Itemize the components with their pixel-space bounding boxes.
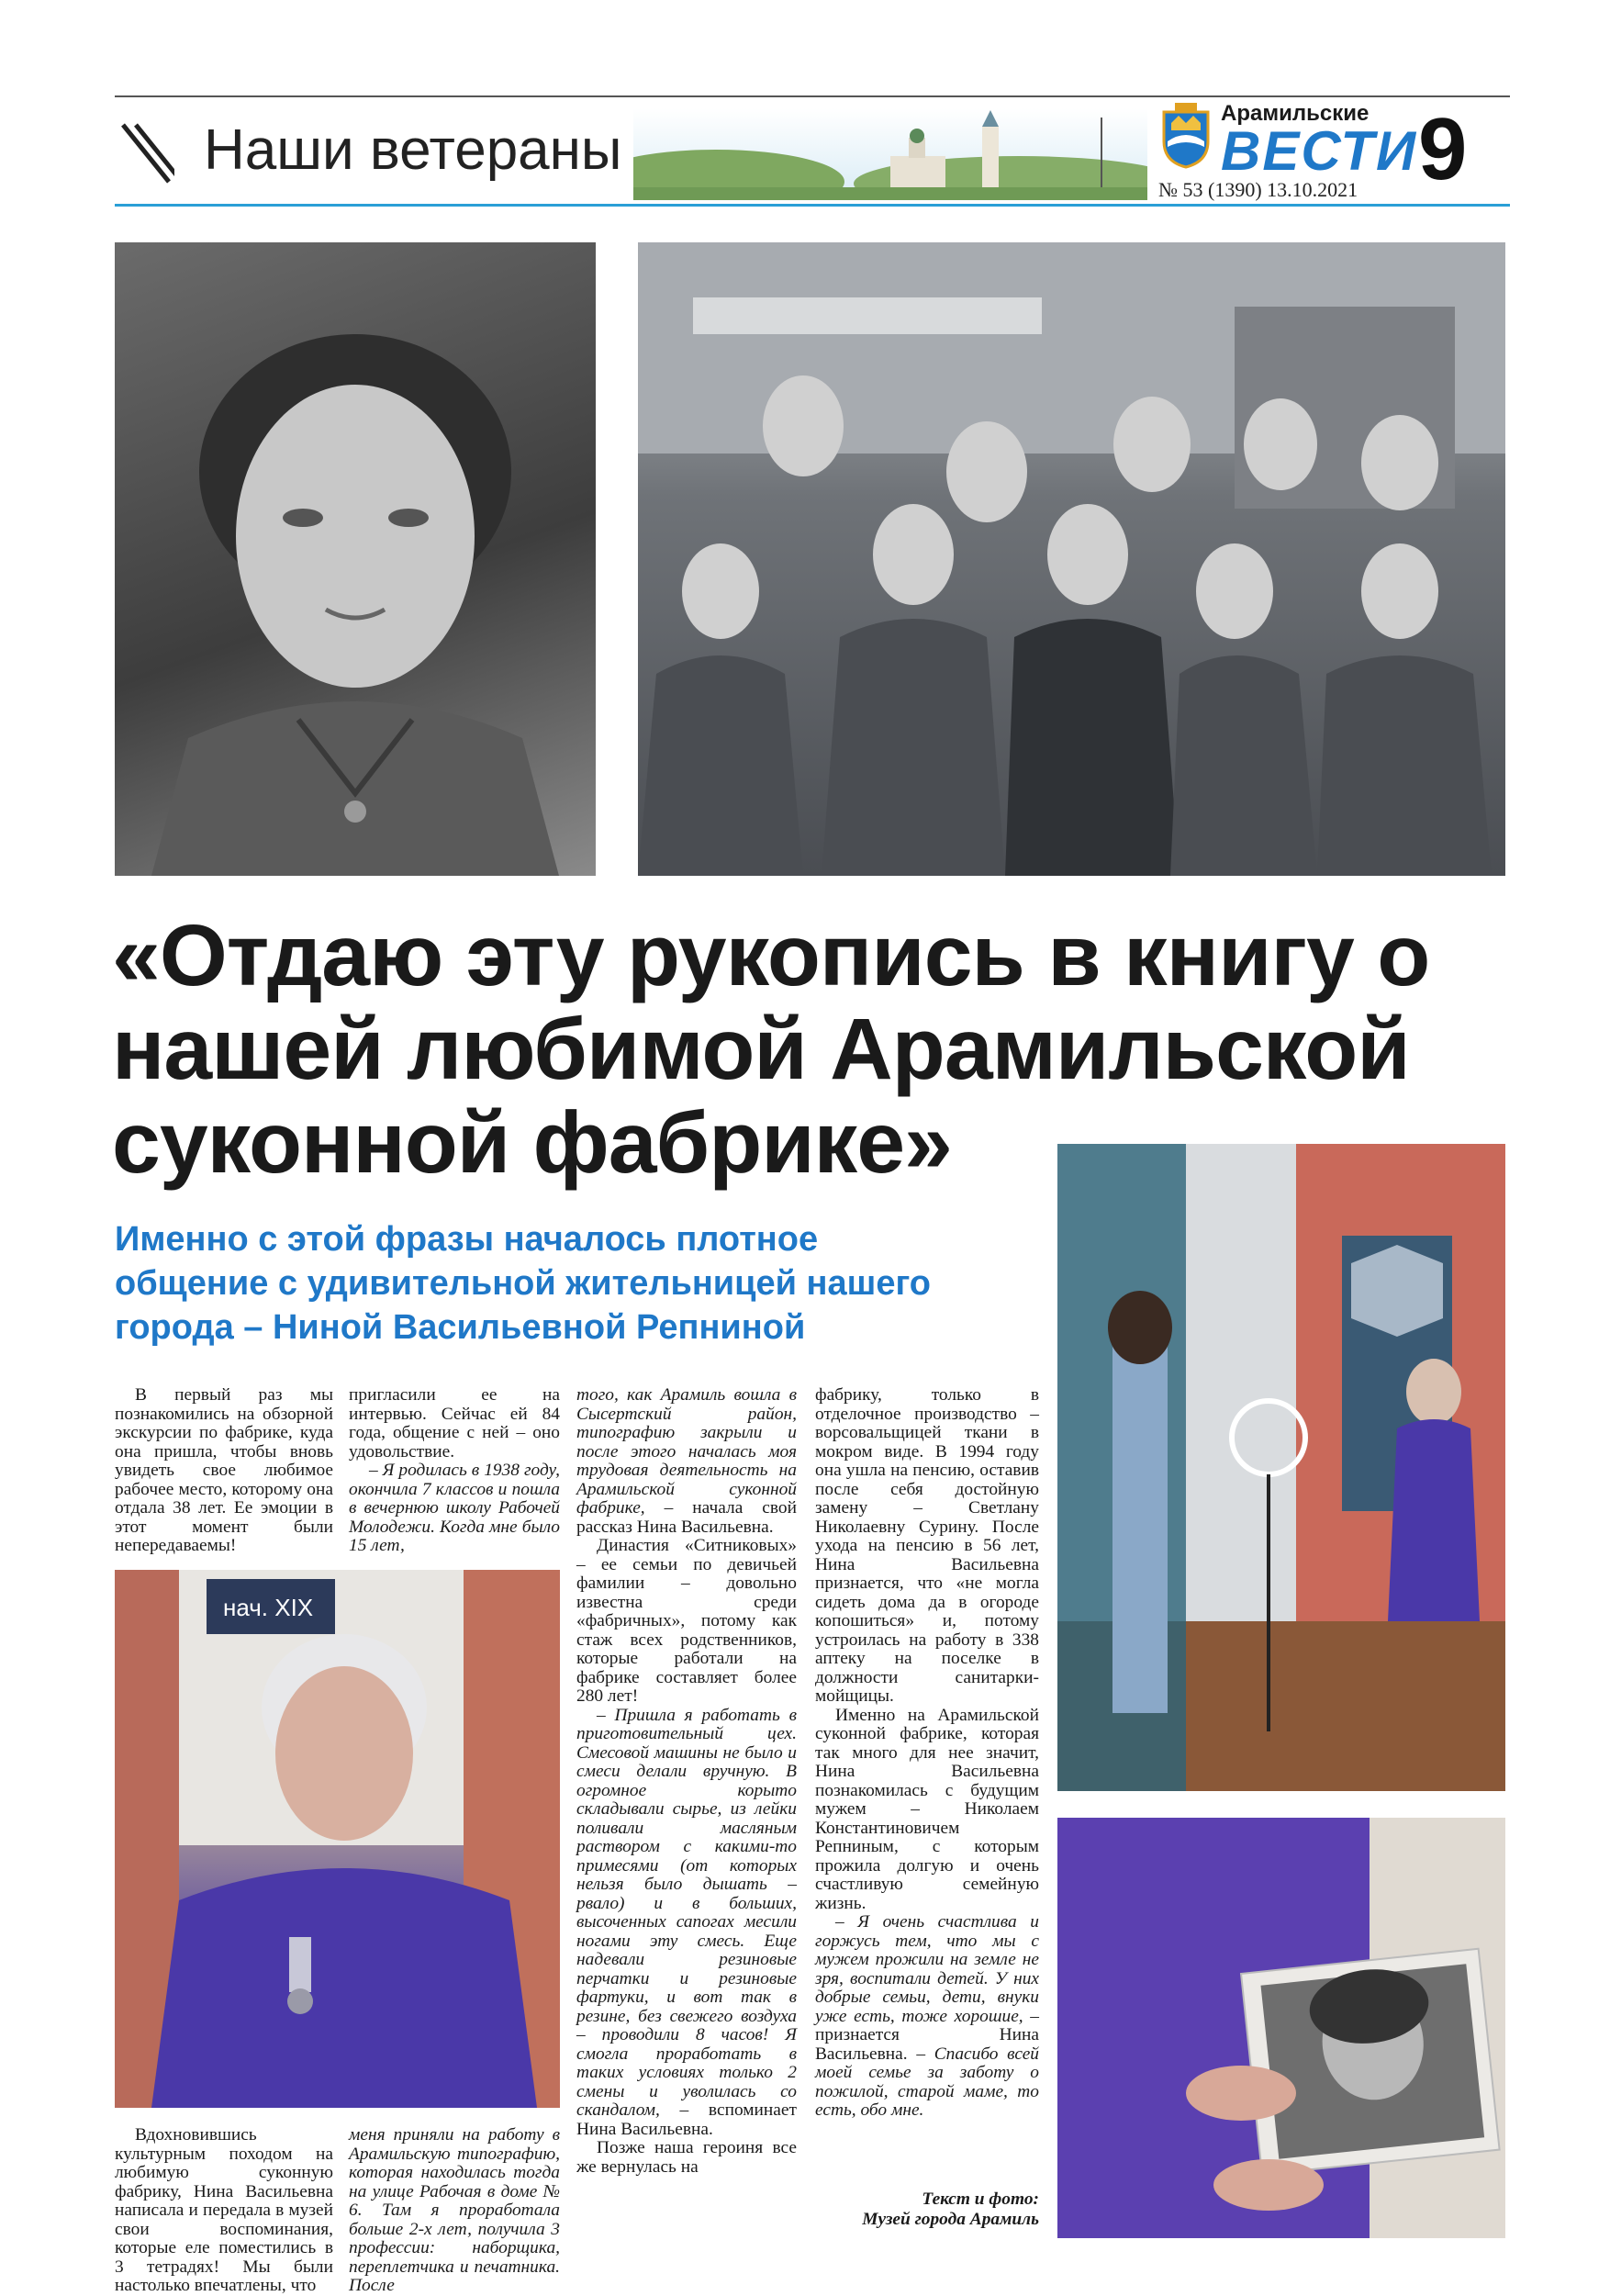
column-1-bottom [115,2126,333,2296]
attribution-text: – начала свой рассказ Нина Васильевна. [576,1498,797,1537]
headline-line-1: «Отдаю эту рукопись в книгу о [112,907,1430,1004]
headline-line-2: нашей любимой Арамильской [112,1001,1410,1098]
rubric-slashes-icon [119,121,174,185]
column-2-top [349,1386,560,1556]
masthead-small: Арамильские [1221,101,1370,126]
veteran-museum-photo [115,1570,560,2108]
paragraph: Позже наша героиня все же вернулась на [576,2138,797,2177]
page-number: 9 [1418,100,1468,198]
lead-line-1: Именно с этой фразы началось плотное [115,1220,819,1259]
group-photo [638,242,1505,876]
credit-line-1: Текст и фото: [922,2190,1039,2209]
headline-line-3: суконной фабрике» [112,1094,952,1192]
quote-text: того, как Арамиль вошла в Сысертский район, типографию закрыли и после этого началась моя трудовая деятельность на Арамильской суконной фабрике, [576,1385,797,1518]
quote-paragraph: меня приняли на работу в Арамильскую типографию, которая находилась тогда на улице Рабочая в доме № 6. Там я проработала больше 2-х лет, получила 3 профессии: наборщика, переплетчика и печатника. После [349,2125,560,2295]
hands-holding-photo [1057,1818,1505,2238]
paragraph: Династия «Ситниковых» – ее семьи по девичьей фамилии – довольно известна среди «фабричных», потому как стаж всех родственников, которые работали на фабрике составляет более 280 лет! [576,1536,797,1706]
column-2-bottom [349,2126,560,2296]
credit-line-2: Музей города Арамиль [862,2210,1039,2229]
lead-line-2: общение с удивительной жительницей нашего [115,1264,931,1303]
article-lead [115,1217,1042,1350]
header-banner-image [633,108,1147,200]
quote-text: – Пришла я работать в приготовительный цех. Смесовой машины не было и смеси делали вручную. В огромное корыто складывали сырье, из лейки поливали масляным раствором с какими-то примесями (от которых нельзя было дышать – рвало) и в больших, высоченных сапогах месили ногами эту смесь. Еще надевали резиновые перчатки и резиновые фартуки, и вот так в резине, без свежего воздуха – проводили 8 часов! Я смогла проработать в таких условиях только 2 смены и уволилась со скандалом, [576,1705,797,2120]
paragraph: Вдохновившись культурным походом на любимую суконную фабрику, Нина Васильевна написала и передала в музей свои воспоминания, которые еле поместились в 3 тетрадях! Мы были настолько впечатлены, что [115,2125,333,2295]
lead-line-3: города – Ниной Васильевной Репниной [115,1308,806,1347]
interview-room-photo [1057,1144,1505,1791]
column-4 [815,1386,1039,2121]
rubric-title: Наши ветераны [204,118,622,182]
paragraph [576,1386,797,1537]
paragraph: Именно на Арамильской суконной фабрике, которая так много для нее значит, Нина Васильевна познакомилась с будущим мужем – Николаем Константиновичем Репниным, с которым прожила долгую и очень счастливую семейную жизнь. [815,1705,1039,1913]
column-3 [576,1386,797,2177]
top-rule [115,95,1510,97]
paragraph [815,1913,1039,2121]
paragraph [576,1707,797,2140]
portrait-photo [115,242,596,876]
photo-credit [815,2190,1039,2230]
paragraph: пригласили ее на интервью. Сейчас ей 84 года, общение с ней – оно удовольствие. [349,1385,560,1462]
quote-paragraph: – Я родилась в 1938 году, окончила 7 классов и пошла в вечернюю школу Рабочей Молодежи. Когда мне было 15 лет, [349,1461,560,1555]
article-headline [112,909,1516,1190]
header-rule [115,204,1510,207]
quote-text: – Спасибо всей моей семье за заботу о пожилой, старой маме, то есть, обо мне. [815,2044,1039,2120]
city-coat-of-arms-icon [1158,101,1213,169]
attribution-text: – признается Нина Васильевна. [815,2006,1039,2064]
issue-info: № 53 (1390) 13.10.2021 [1158,178,1358,201]
paragraph: фабрику, только в отделочное производство – ворсовальщицей ткани в мокром виде. В 1994 году она ушла на пенсию, оставив после себя достойную замену – Светлану Николаевну Сурину. После ухода на пенсию в 56 лет, Нина Васильевна признается, что «не могла сидеть дома да в огороде копошиться» и, потому устроилась на работу в 338 аптеку на поселке в должности санитарки-мойщицы. [815,1385,1039,1706]
attribution-text: – вспоминает Нина Васильевна. [576,2100,797,2139]
museum-sign-text: нач. XIX [223,1594,314,1621]
quote-text: – Я очень счастлива и горжусь тем, что мы с мужем прожили на земле не зря, воспитали детей. У них добрые семьи, дети, внуки уже есть, тоже хорошие, [815,1912,1039,2026]
column-1-top [115,1386,333,1556]
paragraph: В первый раз мы познакомились на обзорной экскурсии по фабрике, куда она пришла, чтобы вновь увидеть свое любимое рабочее место, которому она отдала 38 лет. Ее эмоции в этот момент были непередаваемы! [115,1385,333,1555]
masthead-title: ВЕСТИ [1221,120,1418,182]
